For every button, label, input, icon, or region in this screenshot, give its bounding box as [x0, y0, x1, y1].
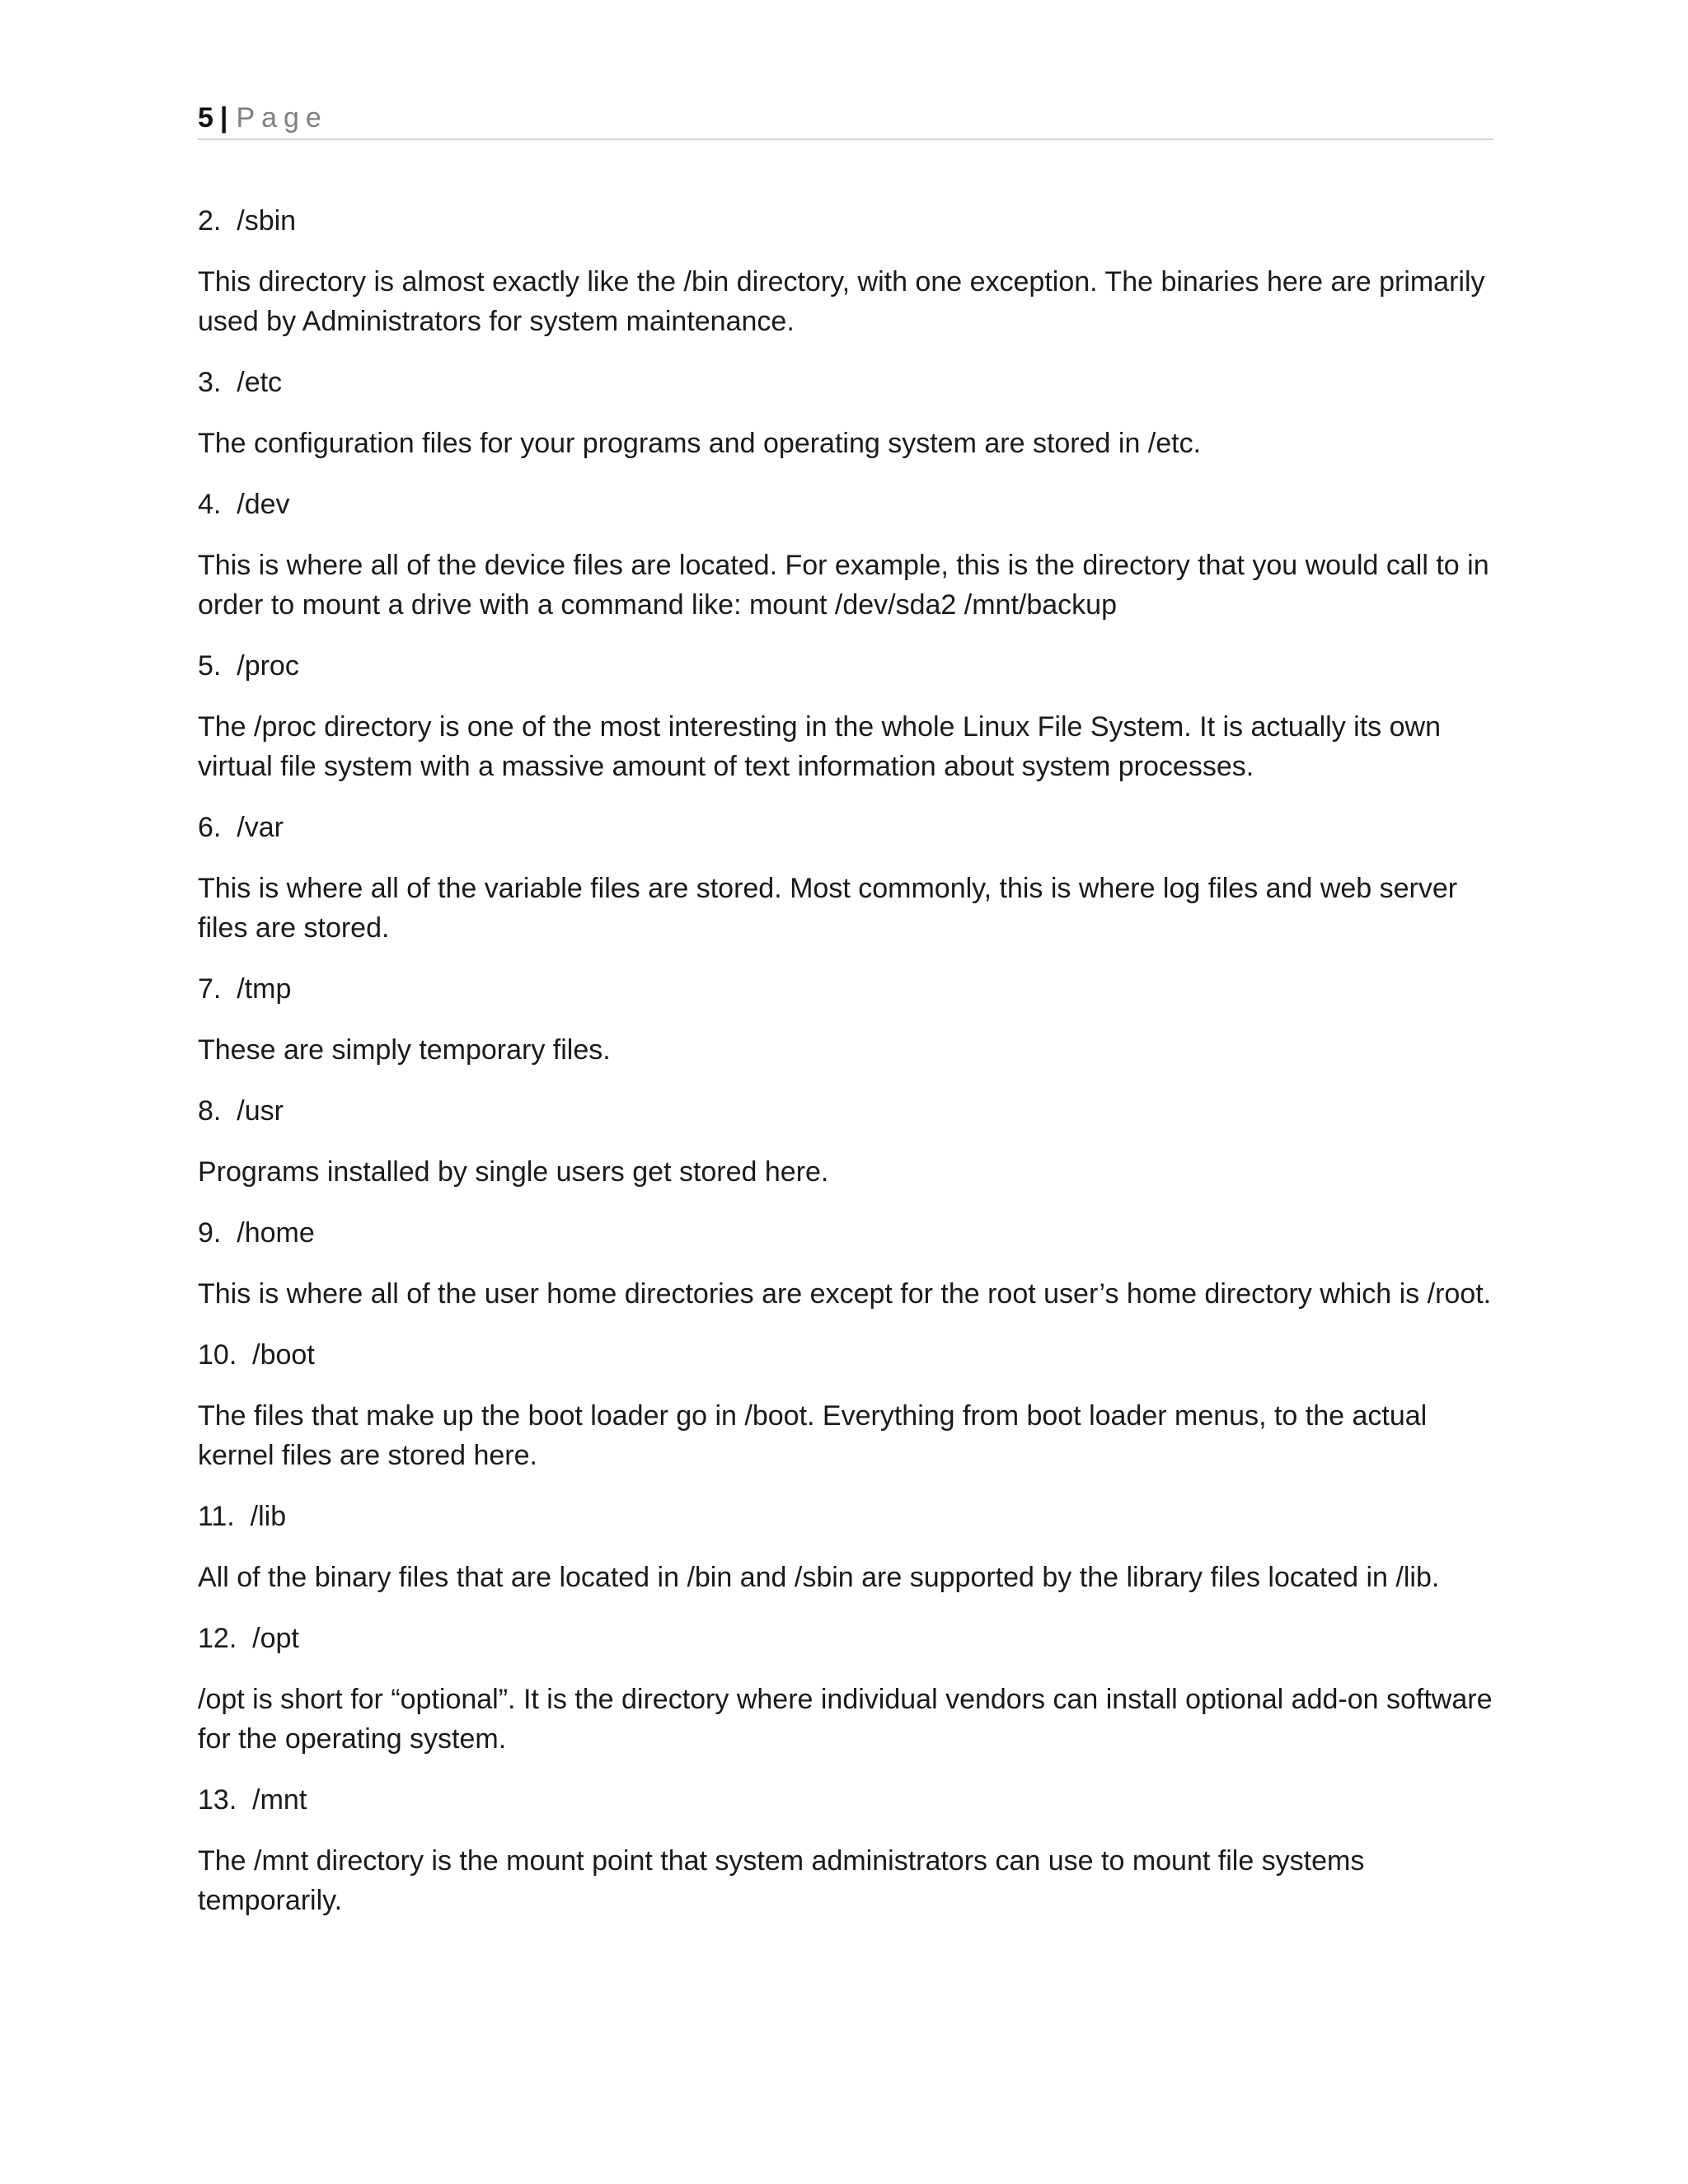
section-heading-proc: 5. /proc	[198, 650, 299, 682]
section-text-boot: The files that make up the boot loader go in /boot. Everything from boot loader menus, to the actual kernel files are stored here.	[198, 1400, 1428, 1471]
section-text-tmp: These are simply temporary files.	[198, 1034, 611, 1066]
section-text-opt: /opt is short for “optional”. It is the directory where individual vendors can install optional add-on software for the operating system.	[198, 1684, 1493, 1755]
section-heading-etc: 3. /etc	[198, 367, 283, 398]
page-number: 5	[198, 102, 213, 134]
section-text-mnt: The /mnt directory is the mount point that system administrators can use to mount file systems temporarily.	[198, 1845, 1365, 1916]
section-heading-lib: 11. /lib	[198, 1501, 287, 1532]
section-text-var: This is where all of the variable files are stored. Most commonly, this is where log files and web server files are stored.	[198, 873, 1458, 944]
section-heading-mnt: 13. /mnt	[198, 1784, 307, 1816]
section-text-proc: The /proc directory is one of the most interesting in the whole Linux File System. It is actually its own virtual file system with a massive amount of text information about system processes.	[198, 711, 1442, 782]
page-label: Page	[236, 102, 328, 134]
section-heading-opt: 12. /opt	[198, 1623, 299, 1654]
section-heading-sbin: 2. /sbin	[198, 205, 297, 237]
section-text-lib: All of the binary files that are located in /bin and /sbin are supported by the library files located in /lib.	[198, 1562, 1440, 1593]
section-heading-usr: 8. /usr	[198, 1095, 284, 1127]
page-header	[198, 97, 1493, 140]
section-heading-boot: 10. /boot	[198, 1339, 315, 1371]
section-heading-dev: 4. /dev	[198, 489, 290, 520]
header-separator: |	[219, 102, 228, 134]
section-text-sbin: This directory is almost exactly like the /bin directory, with one exception. The binaries here are primarily used by Administrators for system maintenance.	[198, 266, 1485, 337]
section-heading-tmp: 7. /tmp	[198, 973, 292, 1005]
section-text-etc: The configuration files for your programs and operating system are stored in /etc.	[198, 428, 1202, 459]
section-text-home: This is where all of the user home directories are except for the root user’s home directory which is /root.	[198, 1278, 1492, 1310]
document-page	[198, 97, 1493, 1942]
section-text-dev: This is where all of the device files are located. For example, this is the directory that you would call to in order to mount a drive with a command like: mount /dev/sda2 /mnt/backup	[198, 550, 1489, 621]
document-content	[198, 201, 1493, 1920]
section-heading-var: 6. /var	[198, 812, 284, 843]
section-heading-home: 9. /home	[198, 1217, 315, 1249]
section-text-usr: Programs installed by single users get stored here.	[198, 1156, 829, 1188]
